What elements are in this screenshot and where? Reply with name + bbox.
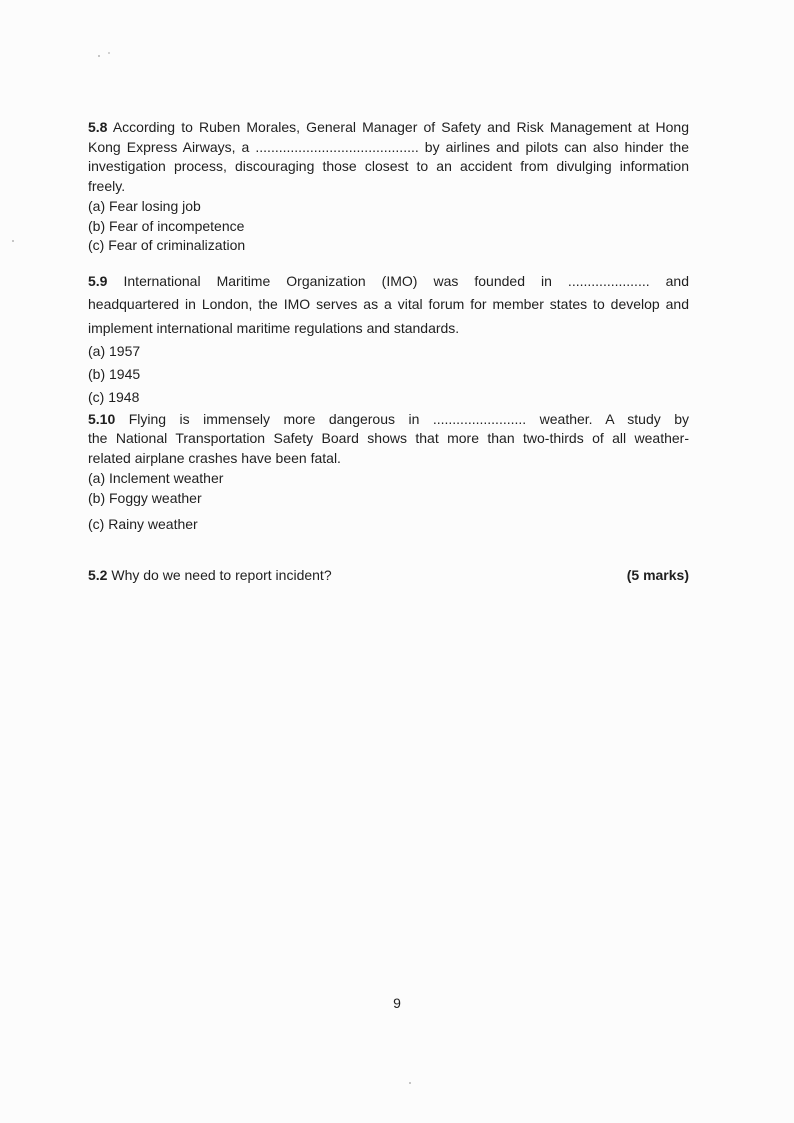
option-a: (a) Fear losing job [88,197,201,214]
scan-speck [12,240,14,242]
marks-label: (5 marks) [626,566,689,583]
option-b: (b) 1945 [88,366,141,383]
page-number: 9 [393,995,401,1011]
question-number: 5.9 [88,272,108,289]
question-text: International Maritime Organization (IMO) was founded in ..................... and [123,272,689,289]
scan-speck [108,52,110,54]
option-a: (a) 1957 [88,342,141,359]
question-text: Why do we need to report incident? [111,566,332,583]
option-c: (c) Fear of criminalization [88,237,246,254]
question-line: the National Transportation Safety Board shows that more than two-thirds of all weather- [88,430,689,447]
question-line: investigation process, discouraging those closest to an accident from divulging information [88,158,689,175]
page-content [88,118,689,586]
question-5-10 [88,410,689,535]
question-5-2 [88,566,689,586]
question-5-8 [88,118,689,256]
question-text: Flying is immensely more dangerous in ........................ weather. A study by [128,410,690,427]
option-c: (c) 1948 [88,389,140,406]
question-line [88,118,689,138]
question-line [88,410,689,430]
question-5-9 [88,270,689,410]
option-c: (c) Rainy weather [88,516,198,533]
question-number: 5.8 [88,119,108,135]
scan-speck [98,55,100,57]
scan-speck [409,1082,411,1084]
question-line: freely. [88,178,126,195]
question-number: 5.2 [88,566,108,583]
option-b: (b) Fear of incompetence [88,217,245,234]
option-b: (b) Foggy weather [88,489,202,506]
question-line: related airplane crashes have been fatal. [88,450,341,467]
question-line: Kong Express Airways, a .......................................... by airlines and pilots can also hinder the [88,138,689,155]
question-number: 5.10 [88,410,116,427]
question-line: headquartered in London, the IMO serves as a vital forum for member states to develop and [88,296,689,313]
question-line: implement international maritime regulations and standards. [88,319,460,336]
question-line [88,566,332,586]
question-line [88,270,689,293]
option-a: (a) Inclement weather [88,469,224,486]
question-text: According to Ruben Morales, General Manager of Safety and Risk Management at Hong [112,119,689,135]
